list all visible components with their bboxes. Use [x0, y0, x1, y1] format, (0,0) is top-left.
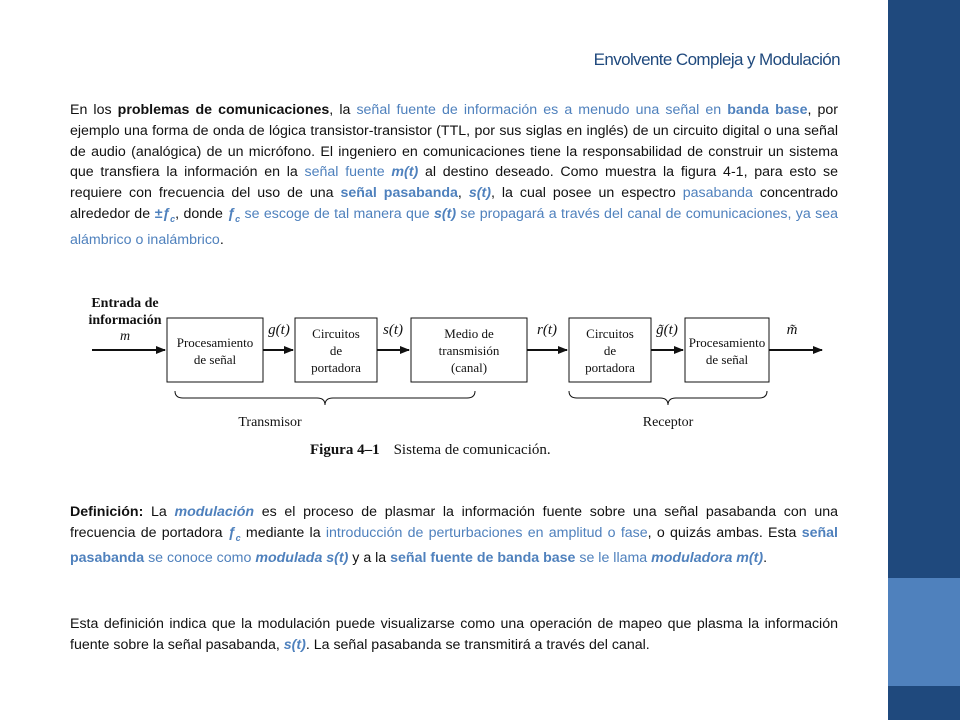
- communication-system-diagram: [80, 288, 830, 468]
- block-signal-processing-tx: [167, 318, 263, 382]
- block1-line1: Procesamiento: [176, 335, 254, 350]
- receiver-label: Receptor: [642, 415, 694, 430]
- block2-line2: de: [329, 343, 343, 358]
- block4-line2: de: [603, 343, 617, 358]
- block5-line1: Procesamiento: [688, 335, 766, 350]
- definition-paragraph: Definición: La modulación es el proceso de plasmar la información fuente sobre una señal pasabanda con una frecuencia de portadora $ƒ_c$ mediante la introducción de perturbaciones en amplitud o fase, o quizás ambas. Esta señal pasabanda se conoce como modulada s(t) y a la señal fuente de banda base se le llama moduladora m(t).: [70, 504, 838, 567]
- input-symbol: m: [119, 329, 131, 344]
- block3-line2: transmisión: [438, 343, 500, 358]
- signal-m-tilde: m̃: [786, 322, 798, 338]
- block2-line3: portadora: [311, 360, 361, 375]
- input-label-line1: Entrada de: [91, 296, 159, 311]
- slide-title: Envolvente Compleja y Modulación: [593, 50, 840, 69]
- input-label-line2: información: [88, 313, 162, 328]
- mapping-paragraph: Esta definición indica que la modulación puede visualizarse como una operación de mapeo que plasma la información fuente sobre la señal pasabanda, s(t). La señal pasabanda se transmitirá a través del canal.: [70, 616, 838, 653]
- signal-g-tilde: g̃(t): [656, 322, 678, 338]
- signal-s: s(t): [383, 322, 403, 338]
- figure-caption-text: Sistema de comunicación.: [393, 442, 551, 458]
- signal-r: r(t): [537, 322, 557, 338]
- block1-line2: de señal: [193, 352, 237, 367]
- block4-line3: portadora: [585, 360, 635, 375]
- block4-line1: Circuitos: [586, 326, 634, 341]
- brace-transmitter: [175, 391, 475, 405]
- signal-g: g(t): [268, 322, 290, 338]
- block-signal-processing-rx: [685, 318, 769, 382]
- block5-line2: de señal: [705, 352, 749, 367]
- brace-receiver: [569, 391, 767, 405]
- figure-caption: [310, 442, 551, 458]
- block3-line3: (canal): [450, 360, 488, 375]
- block3-line1: Medio de: [444, 326, 494, 341]
- intro-paragraph: En los problemas de comunicaciones, la señal fuente de información es a menudo una señal en banda base, por ejemplo una forma de onda de lógica transistor-transistor (TTL, por sus siglas en inglés) de un circuito digital o una señal de audio (analógica) de un micrófono. El ingeniero en comunicaciones tiene la responsabilidad de construir un sistema que transfiera la información en la señal fuente m(t) al destino deseado. Como muestra la figura 4-1, para esto se requiere con frecuencia del uso de una señal pasabanda, s(t), la cual posee un espectro pasabanda concentrado alrededor de $\pm ƒ_c$, donde $ƒ_c$ se escoge de tal manera que s(t) se propagará a través del canal de comunicaciones, ya sea alámbrico o inalámbrico.: [70, 102, 839, 248]
- sidebar-accent-bar: [888, 578, 960, 686]
- block2-line1: Circuitos: [312, 326, 360, 341]
- figure-number: Figura 4–1: [310, 442, 380, 458]
- transmitter-label: Transmisor: [238, 415, 302, 430]
